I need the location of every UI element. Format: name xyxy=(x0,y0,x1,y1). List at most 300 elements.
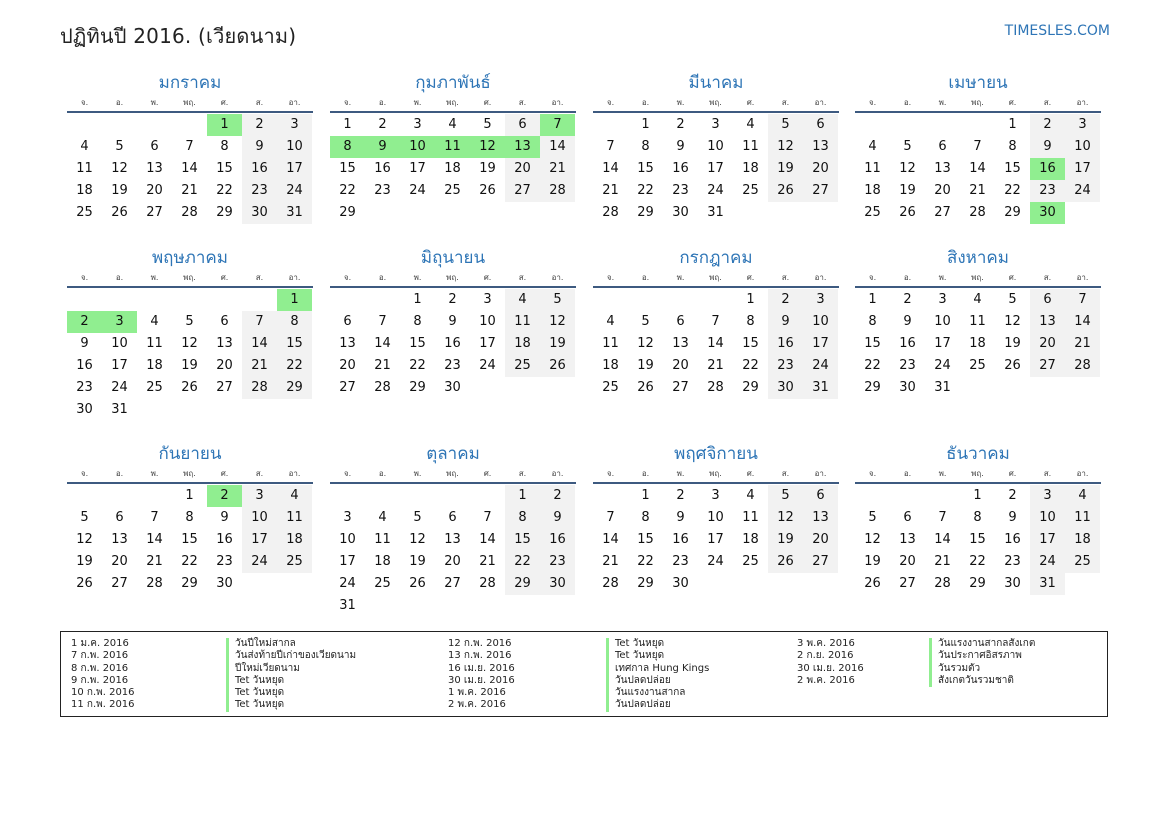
day-cell[interactable]: 24 xyxy=(409,183,426,198)
day-cell[interactable]: 19 xyxy=(1004,336,1021,351)
day-cell[interactable]: 28 xyxy=(934,576,951,591)
day-cell[interactable]: 20 xyxy=(899,554,916,569)
day-cell[interactable]: 27 xyxy=(216,380,233,395)
day-cell[interactable]: 16 xyxy=(540,529,575,551)
day-cell[interactable]: 10 xyxy=(277,136,312,158)
day-cell[interactable]: 25 xyxy=(742,183,759,198)
day-cell[interactable]: 5 xyxy=(115,139,124,154)
day-cell[interactable]: 8 xyxy=(277,311,312,333)
day-cell[interactable]: 1 xyxy=(746,292,755,307)
day-cell[interactable]: 7 xyxy=(711,314,720,329)
day-cell[interactable]: 10 xyxy=(339,532,356,547)
day-cell[interactable]: 30 xyxy=(1004,576,1021,591)
day-cell[interactable]: 16 xyxy=(242,158,277,180)
day-cell[interactable]: 29 xyxy=(277,377,312,399)
day-cell[interactable]: 19 xyxy=(864,554,881,569)
day-cell[interactable]: 6 xyxy=(448,510,457,525)
day-cell[interactable]: 18 xyxy=(76,183,93,198)
day-cell[interactable]: 3 xyxy=(711,117,720,132)
day-cell[interactable]: 14 xyxy=(374,336,391,351)
day-cell[interactable]: 10 xyxy=(707,139,724,154)
day-cell[interactable]: 6 xyxy=(150,139,159,154)
day-cell[interactable]: 28 xyxy=(181,205,198,220)
day-cell[interactable]: 27 xyxy=(803,180,838,202)
day-cell[interactable]: 12 xyxy=(540,311,575,333)
day-cell[interactable]: 11 xyxy=(602,336,619,351)
holiday-day-cell[interactable]: 1 xyxy=(277,289,312,311)
day-cell[interactable]: 9 xyxy=(676,139,685,154)
day-cell[interactable]: 29 xyxy=(742,380,759,395)
day-cell[interactable]: 3 xyxy=(277,114,312,136)
day-cell[interactable]: 8 xyxy=(641,510,650,525)
day-cell[interactable]: 2 xyxy=(676,117,685,132)
day-cell[interactable]: 3 xyxy=(1065,114,1100,136)
day-cell[interactable]: 3 xyxy=(242,485,277,507)
day-cell[interactable]: 6 xyxy=(903,510,912,525)
day-cell[interactable]: 23 xyxy=(242,180,277,202)
day-cell[interactable]: 23 xyxy=(216,554,233,569)
day-cell[interactable]: 18 xyxy=(277,529,312,551)
day-cell[interactable]: 30 xyxy=(444,380,461,395)
day-cell[interactable]: 14 xyxy=(602,161,619,176)
day-cell[interactable]: 25 xyxy=(1065,551,1100,573)
day-cell[interactable]: 15 xyxy=(637,161,654,176)
day-cell[interactable]: 31 xyxy=(277,202,312,224)
day-cell[interactable]: 23 xyxy=(768,355,803,377)
day-cell[interactable]: 21 xyxy=(1065,333,1100,355)
day-cell[interactable]: 26 xyxy=(899,205,916,220)
day-cell[interactable]: 30 xyxy=(672,205,689,220)
day-cell[interactable]: 25 xyxy=(76,205,93,220)
day-cell[interactable]: 3 xyxy=(938,292,947,307)
day-cell[interactable]: 7 xyxy=(606,510,615,525)
day-cell[interactable]: 2 xyxy=(676,488,685,503)
day-cell[interactable]: 9 xyxy=(540,507,575,529)
day-cell[interactable]: 16 xyxy=(374,161,391,176)
day-cell[interactable]: 13 xyxy=(146,161,163,176)
day-cell[interactable]: 6 xyxy=(1030,289,1065,311)
day-cell[interactable]: 15 xyxy=(181,532,198,547)
day-cell[interactable]: 4 xyxy=(277,485,312,507)
day-cell[interactable]: 24 xyxy=(339,576,356,591)
day-cell[interactable]: 13 xyxy=(1030,311,1065,333)
day-cell[interactable]: 14 xyxy=(181,161,198,176)
day-cell[interactable]: 21 xyxy=(934,554,951,569)
day-cell[interactable]: 2 xyxy=(1008,488,1017,503)
day-cell[interactable]: 12 xyxy=(637,336,654,351)
holiday-day-cell[interactable]: 9 xyxy=(365,136,400,158)
day-cell[interactable]: 1 xyxy=(641,117,650,132)
day-cell[interactable]: 30 xyxy=(76,402,93,417)
day-cell[interactable]: 12 xyxy=(768,136,803,158)
day-cell[interactable]: 10 xyxy=(707,510,724,525)
day-cell[interactable]: 20 xyxy=(216,358,233,373)
day-cell[interactable]: 5 xyxy=(768,114,803,136)
day-cell[interactable]: 19 xyxy=(409,554,426,569)
day-cell[interactable]: 31 xyxy=(803,377,838,399)
day-cell[interactable]: 16 xyxy=(76,358,93,373)
day-cell[interactable]: 5 xyxy=(185,314,194,329)
day-cell[interactable]: 30 xyxy=(768,377,803,399)
day-cell[interactable]: 28 xyxy=(602,576,619,591)
day-cell[interactable]: 21 xyxy=(602,183,619,198)
day-cell[interactable]: 7 xyxy=(973,139,982,154)
day-cell[interactable]: 2 xyxy=(1030,114,1065,136)
day-cell[interactable]: 6 xyxy=(220,314,229,329)
day-cell[interactable]: 12 xyxy=(899,161,916,176)
day-cell[interactable]: 5 xyxy=(903,139,912,154)
day-cell[interactable]: 28 xyxy=(374,380,391,395)
day-cell[interactable]: 24 xyxy=(1065,180,1100,202)
day-cell[interactable]: 10 xyxy=(479,314,496,329)
day-cell[interactable]: 28 xyxy=(242,377,277,399)
day-cell[interactable]: 25 xyxy=(602,380,619,395)
day-cell[interactable]: 17 xyxy=(277,158,312,180)
day-cell[interactable]: 22 xyxy=(637,183,654,198)
day-cell[interactable]: 26 xyxy=(409,576,426,591)
day-cell[interactable]: 15 xyxy=(277,333,312,355)
day-cell[interactable]: 4 xyxy=(80,139,89,154)
day-cell[interactable]: 21 xyxy=(707,358,724,373)
day-cell[interactable]: 19 xyxy=(181,358,198,373)
holiday-day-cell[interactable]: 3 xyxy=(102,311,137,333)
day-cell[interactable]: 30 xyxy=(672,576,689,591)
day-cell[interactable]: 7 xyxy=(150,510,159,525)
holiday-day-cell[interactable]: 2 xyxy=(207,485,242,507)
day-cell[interactable]: 18 xyxy=(969,336,986,351)
day-cell[interactable]: 21 xyxy=(969,183,986,198)
day-cell[interactable]: 13 xyxy=(339,336,356,351)
day-cell[interactable]: 1 xyxy=(185,488,194,503)
day-cell[interactable]: 13 xyxy=(899,532,916,547)
day-cell[interactable]: 3 xyxy=(711,488,720,503)
day-cell[interactable]: 22 xyxy=(409,358,426,373)
day-cell[interactable]: 10 xyxy=(1065,136,1100,158)
site-link[interactable]: TIMESLES.COM xyxy=(1004,23,1110,39)
day-cell[interactable]: 8 xyxy=(413,314,422,329)
day-cell[interactable]: 9 xyxy=(448,314,457,329)
holiday-day-cell[interactable]: 2 xyxy=(67,311,102,333)
day-cell[interactable]: 27 xyxy=(672,380,689,395)
day-cell[interactable]: 6 xyxy=(676,314,685,329)
day-cell[interactable]: 26 xyxy=(637,380,654,395)
day-cell[interactable]: 23 xyxy=(444,358,461,373)
day-cell[interactable]: 17 xyxy=(934,336,951,351)
day-cell[interactable]: 6 xyxy=(343,314,352,329)
holiday-day-cell[interactable]: 1 xyxy=(207,114,242,136)
day-cell[interactable]: 18 xyxy=(444,161,461,176)
day-cell[interactable]: 28 xyxy=(540,180,575,202)
day-cell[interactable]: 15 xyxy=(216,161,233,176)
day-cell[interactable]: 19 xyxy=(540,333,575,355)
holiday-day-cell[interactable]: 11 xyxy=(435,136,470,158)
day-cell[interactable]: 17 xyxy=(409,161,426,176)
day-cell[interactable]: 21 xyxy=(242,355,277,377)
day-cell[interactable]: 5 xyxy=(413,510,422,525)
day-cell[interactable]: 5 xyxy=(540,289,575,311)
day-cell[interactable]: 21 xyxy=(479,554,496,569)
day-cell[interactable]: 8 xyxy=(746,314,755,329)
day-cell[interactable]: 11 xyxy=(864,161,881,176)
day-cell[interactable]: 17 xyxy=(707,532,724,547)
day-cell[interactable]: 24 xyxy=(277,180,312,202)
day-cell[interactable]: 23 xyxy=(672,183,689,198)
day-cell[interactable]: 13 xyxy=(672,336,689,351)
day-cell[interactable]: 2 xyxy=(540,485,575,507)
day-cell[interactable]: 12 xyxy=(409,532,426,547)
day-cell[interactable]: 20 xyxy=(111,554,128,569)
day-cell[interactable]: 25 xyxy=(969,358,986,373)
day-cell[interactable]: 16 xyxy=(672,532,689,547)
day-cell[interactable]: 29 xyxy=(637,205,654,220)
day-cell[interactable]: 18 xyxy=(742,161,759,176)
day-cell[interactable]: 22 xyxy=(216,183,233,198)
day-cell[interactable]: 16 xyxy=(672,161,689,176)
day-cell[interactable]: 28 xyxy=(707,380,724,395)
day-cell[interactable]: 5 xyxy=(768,485,803,507)
day-cell[interactable]: 7 xyxy=(938,510,947,525)
day-cell[interactable]: 29 xyxy=(216,205,233,220)
day-cell[interactable]: 4 xyxy=(746,488,755,503)
day-cell[interactable]: 22 xyxy=(1004,183,1021,198)
day-cell[interactable]: 15 xyxy=(864,336,881,351)
day-cell[interactable]: 22 xyxy=(637,554,654,569)
day-cell[interactable]: 17 xyxy=(339,554,356,569)
day-cell[interactable]: 13 xyxy=(934,161,951,176)
day-cell[interactable]: 11 xyxy=(1065,507,1100,529)
day-cell[interactable]: 13 xyxy=(216,336,233,351)
day-cell[interactable]: 3 xyxy=(483,292,492,307)
day-cell[interactable]: 19 xyxy=(768,158,803,180)
day-cell[interactable]: 25 xyxy=(864,205,881,220)
day-cell[interactable]: 4 xyxy=(1065,485,1100,507)
day-cell[interactable]: 8 xyxy=(505,507,540,529)
day-cell[interactable]: 1 xyxy=(868,292,877,307)
day-cell[interactable]: 30 xyxy=(216,576,233,591)
day-cell[interactable]: 15 xyxy=(1004,161,1021,176)
day-cell[interactable]: 1 xyxy=(641,488,650,503)
day-cell[interactable]: 11 xyxy=(969,314,986,329)
day-cell[interactable]: 3 xyxy=(413,117,422,132)
day-cell[interactable]: 4 xyxy=(746,117,755,132)
day-cell[interactable]: 28 xyxy=(1065,355,1100,377)
day-cell[interactable]: 17 xyxy=(111,358,128,373)
day-cell[interactable]: 6 xyxy=(803,114,838,136)
day-cell[interactable]: 12 xyxy=(864,532,881,547)
day-cell[interactable]: 19 xyxy=(899,183,916,198)
day-cell[interactable]: 26 xyxy=(479,183,496,198)
day-cell[interactable]: 22 xyxy=(505,551,540,573)
day-cell[interactable]: 2 xyxy=(903,292,912,307)
day-cell[interactable]: 21 xyxy=(374,358,391,373)
day-cell[interactable]: 17 xyxy=(1030,529,1065,551)
day-cell[interactable]: 8 xyxy=(220,139,229,154)
day-cell[interactable]: 27 xyxy=(803,551,838,573)
day-cell[interactable]: 20 xyxy=(803,529,838,551)
day-cell[interactable]: 6 xyxy=(505,114,540,136)
day-cell[interactable]: 26 xyxy=(864,576,881,591)
day-cell[interactable]: 11 xyxy=(742,139,759,154)
day-cell[interactable]: 21 xyxy=(181,183,198,198)
day-cell[interactable]: 24 xyxy=(111,380,128,395)
day-cell[interactable]: 29 xyxy=(864,380,881,395)
day-cell[interactable]: 18 xyxy=(1065,529,1100,551)
day-cell[interactable]: 12 xyxy=(181,336,198,351)
day-cell[interactable]: 27 xyxy=(505,180,540,202)
day-cell[interactable]: 22 xyxy=(181,554,198,569)
day-cell[interactable]: 31 xyxy=(707,205,724,220)
day-cell[interactable]: 20 xyxy=(1030,333,1065,355)
day-cell[interactable]: 26 xyxy=(768,551,803,573)
day-cell[interactable]: 28 xyxy=(479,576,496,591)
day-cell[interactable]: 17 xyxy=(707,161,724,176)
day-cell[interactable]: 15 xyxy=(637,532,654,547)
day-cell[interactable]: 2 xyxy=(378,117,387,132)
day-cell[interactable]: 26 xyxy=(1004,358,1021,373)
day-cell[interactable]: 5 xyxy=(868,510,877,525)
day-cell[interactable]: 1 xyxy=(505,485,540,507)
day-cell[interactable]: 28 xyxy=(602,205,619,220)
day-cell[interactable]: 18 xyxy=(374,554,391,569)
day-cell[interactable]: 27 xyxy=(444,576,461,591)
day-cell[interactable]: 13 xyxy=(803,507,838,529)
day-cell[interactable]: 9 xyxy=(676,510,685,525)
day-cell[interactable]: 2 xyxy=(768,289,803,311)
day-cell[interactable]: 18 xyxy=(602,358,619,373)
day-cell[interactable]: 22 xyxy=(339,183,356,198)
day-cell[interactable]: 20 xyxy=(146,183,163,198)
day-cell[interactable]: 12 xyxy=(768,507,803,529)
day-cell[interactable]: 11 xyxy=(505,311,540,333)
day-cell[interactable]: 24 xyxy=(803,355,838,377)
day-cell[interactable]: 1 xyxy=(1008,117,1017,132)
day-cell[interactable]: 16 xyxy=(768,333,803,355)
day-cell[interactable]: 30 xyxy=(242,202,277,224)
day-cell[interactable]: 14 xyxy=(540,136,575,158)
day-cell[interactable]: 10 xyxy=(934,314,951,329)
day-cell[interactable]: 22 xyxy=(742,358,759,373)
day-cell[interactable]: 23 xyxy=(76,380,93,395)
day-cell[interactable]: 9 xyxy=(1008,510,1017,525)
day-cell[interactable]: 29 xyxy=(409,380,426,395)
day-cell[interactable]: 12 xyxy=(76,532,93,547)
day-cell[interactable]: 27 xyxy=(339,380,356,395)
day-cell[interactable]: 10 xyxy=(803,311,838,333)
day-cell[interactable]: 24 xyxy=(934,358,951,373)
day-cell[interactable]: 24 xyxy=(707,183,724,198)
day-cell[interactable]: 18 xyxy=(505,333,540,355)
holiday-day-cell[interactable]: 30 xyxy=(1030,202,1065,224)
day-cell[interactable]: 14 xyxy=(479,532,496,547)
day-cell[interactable]: 16 xyxy=(444,336,461,351)
day-cell[interactable]: 19 xyxy=(479,161,496,176)
day-cell[interactable]: 15 xyxy=(339,161,356,176)
day-cell[interactable]: 31 xyxy=(339,598,356,613)
day-cell[interactable]: 24 xyxy=(1030,551,1065,573)
day-cell[interactable]: 8 xyxy=(1008,139,1017,154)
day-cell[interactable]: 29 xyxy=(1004,205,1021,220)
day-cell[interactable]: 4 xyxy=(973,292,982,307)
day-cell[interactable]: 23 xyxy=(374,183,391,198)
day-cell[interactable]: 26 xyxy=(181,380,198,395)
day-cell[interactable]: 1 xyxy=(413,292,422,307)
day-cell[interactable]: 3 xyxy=(343,510,352,525)
day-cell[interactable]: 23 xyxy=(672,554,689,569)
day-cell[interactable]: 3 xyxy=(1030,485,1065,507)
day-cell[interactable]: 19 xyxy=(76,554,93,569)
day-cell[interactable]: 18 xyxy=(146,358,163,373)
day-cell[interactable]: 31 xyxy=(111,402,128,417)
day-cell[interactable]: 4 xyxy=(606,314,615,329)
day-cell[interactable]: 27 xyxy=(934,205,951,220)
day-cell[interactable]: 11 xyxy=(146,336,163,351)
day-cell[interactable]: 30 xyxy=(899,380,916,395)
day-cell[interactable]: 16 xyxy=(1004,532,1021,547)
day-cell[interactable]: 14 xyxy=(146,532,163,547)
day-cell[interactable]: 20 xyxy=(339,358,356,373)
day-cell[interactable]: 9 xyxy=(1030,136,1065,158)
day-cell[interactable]: 7 xyxy=(378,314,387,329)
day-cell[interactable]: 26 xyxy=(76,576,93,591)
day-cell[interactable]: 10 xyxy=(111,336,128,351)
day-cell[interactable]: 24 xyxy=(242,551,277,573)
day-cell[interactable]: 7 xyxy=(185,139,194,154)
day-cell[interactable]: 8 xyxy=(641,139,650,154)
day-cell[interactable]: 9 xyxy=(80,336,89,351)
day-cell[interactable]: 5 xyxy=(483,117,492,132)
day-cell[interactable]: 21 xyxy=(540,158,575,180)
day-cell[interactable]: 9 xyxy=(768,311,803,333)
day-cell[interactable]: 12 xyxy=(1004,314,1021,329)
day-cell[interactable]: 24 xyxy=(707,554,724,569)
day-cell[interactable]: 13 xyxy=(803,136,838,158)
holiday-day-cell[interactable]: 13 xyxy=(505,136,540,158)
day-cell[interactable]: 2 xyxy=(448,292,457,307)
day-cell[interactable]: 22 xyxy=(277,355,312,377)
day-cell[interactable]: 4 xyxy=(150,314,159,329)
day-cell[interactable]: 31 xyxy=(934,380,951,395)
day-cell[interactable]: 28 xyxy=(969,205,986,220)
day-cell[interactable]: 16 xyxy=(216,532,233,547)
day-cell[interactable]: 4 xyxy=(868,139,877,154)
day-cell[interactable]: 17 xyxy=(242,529,277,551)
day-cell[interactable]: 12 xyxy=(111,161,128,176)
day-cell[interactable]: 20 xyxy=(803,158,838,180)
day-cell[interactable]: 11 xyxy=(277,507,312,529)
holiday-day-cell[interactable]: 10 xyxy=(400,136,435,158)
day-cell[interactable]: 26 xyxy=(768,180,803,202)
day-cell[interactable]: 4 xyxy=(505,289,540,311)
day-cell[interactable]: 5 xyxy=(1008,292,1017,307)
day-cell[interactable]: 5 xyxy=(641,314,650,329)
day-cell[interactable]: 6 xyxy=(803,485,838,507)
day-cell[interactable]: 27 xyxy=(1030,355,1065,377)
day-cell[interactable]: 29 xyxy=(969,576,986,591)
day-cell[interactable]: 4 xyxy=(448,117,457,132)
day-cell[interactable]: 18 xyxy=(864,183,881,198)
day-cell[interactable]: 13 xyxy=(444,532,461,547)
day-cell[interactable]: 29 xyxy=(339,205,356,220)
day-cell[interactable]: 29 xyxy=(505,573,540,595)
day-cell[interactable]: 14 xyxy=(602,532,619,547)
day-cell[interactable]: 23 xyxy=(899,358,916,373)
day-cell[interactable]: 5 xyxy=(80,510,89,525)
day-cell[interactable]: 14 xyxy=(969,161,986,176)
day-cell[interactable]: 15 xyxy=(742,336,759,351)
day-cell[interactable]: 17 xyxy=(1065,158,1100,180)
day-cell[interactable]: 30 xyxy=(540,573,575,595)
day-cell[interactable]: 18 xyxy=(742,532,759,547)
